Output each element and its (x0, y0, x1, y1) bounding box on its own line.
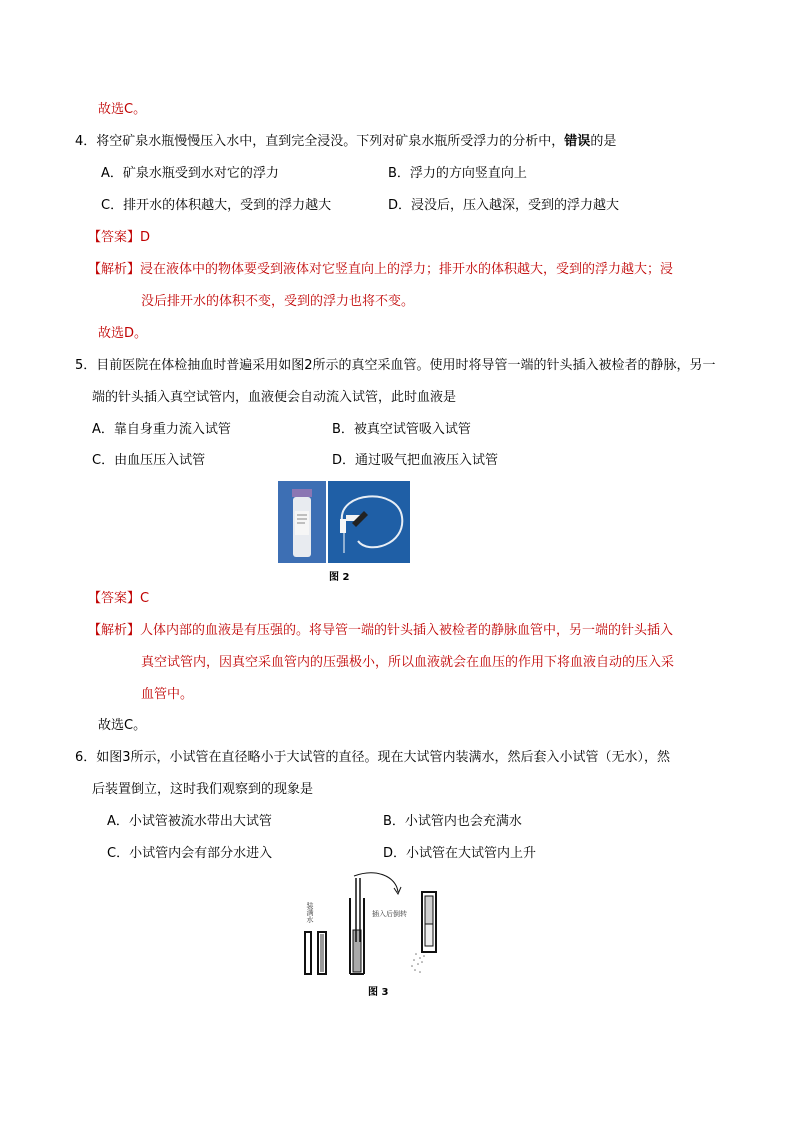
q6-stem-line2: 后装置倒立，这时我们观察到的现象是 (92, 782, 314, 797)
q4-analysis-line2: 没后排开水的体积不变，受到的浮力也将不变。 (141, 294, 415, 309)
q4-analysis-text1: 浸在液体中的物体要受到液体对它竖直向上的浮力；排开水的体积越大，受到的浮力越大；浸 (140, 262, 674, 277)
q5-option-c: C．由血压压入试管 (92, 453, 206, 468)
q4-option-a: A．矿泉水瓶受到水对它的浮力 (101, 166, 279, 181)
q5-number: 5． (75, 358, 97, 373)
q4-option-d: D．浸没后，压入越深，受到的浮力越大 (388, 198, 620, 213)
q5-answer-value: C (140, 591, 150, 606)
q6-stem-line1 (75, 749, 670, 767)
diagram-label-full-water: 装满水 (306, 902, 314, 923)
q4-stem (75, 133, 616, 151)
figure-2-label: 图 2 (329, 572, 350, 583)
q4-option-b: B．浮力的方向竖直向上 (388, 166, 527, 181)
q4-answer-value: D (140, 230, 151, 245)
q6-option-b: B．小试管内也会充满水 (383, 814, 522, 829)
figure-3-label: 图 3 (368, 987, 389, 998)
q5-analysis-line1 (88, 622, 673, 640)
prev-choose-text: 故选C。 (98, 102, 147, 117)
q5-analysis-line3: 血管中。 (141, 687, 194, 702)
q5-answer (88, 590, 149, 608)
q4-answer (88, 229, 150, 247)
q6-option-a: A．小试管被流水带出大试管 (107, 814, 272, 829)
q4-option-c: C．排开水的体积越大，受到的浮力越大 (101, 198, 332, 213)
q4-stem-b: 的是 (590, 134, 617, 149)
q4-answer-tag: 【答案】 (88, 230, 141, 245)
q5-answer-tag: 【答案】 (88, 591, 141, 606)
q4-analysis-line1 (88, 261, 673, 279)
blood-collection-needle-photo (328, 481, 410, 563)
q4-analysis-tag: 【解析】 (88, 262, 141, 277)
q5-option-d: D．通过吸气把血液压入试管 (332, 453, 499, 468)
diagram-label-insert-invert: 插入后倒转 (372, 910, 407, 918)
q5-analysis-line2: 真空试管内，因真空采血管内的压强极小，所以血液就会在血压的作用下将血液自动的压入采 (141, 655, 675, 670)
q5-choose: 故选C。 (98, 718, 147, 733)
q5-stem-line2: 端的针头插入真空试管内，血液便会自动流入试管，此时血液是 (92, 390, 457, 405)
q4-choose: 故选D。 (98, 326, 148, 341)
test-tube-diagram (296, 870, 448, 978)
q6-option-d: D．小试管在大试管内上升 (383, 846, 537, 861)
q6-option-c: C．小试管内会有部分水进入 (107, 846, 273, 861)
q6-stem-text1: 如图3所示，小试管在直径略小于大试管的直径。现在大试管内装满水，然后套入小试管（无水），然 (96, 750, 671, 765)
q4-number: 4． (75, 134, 97, 149)
q5-analysis-tag: 【解析】 (88, 623, 141, 638)
q5-option-b: B．被真空试管吸入试管 (332, 422, 471, 437)
q5-stem-text1: 目前医院在体检抽血时普遍采用如图2所示的真空采血管。使用时将导管一端的针头插入被检者的静脉，另一 (96, 358, 716, 373)
q5-analysis-text1: 人体内部的血液是有压强的。将导管一端的针头插入被检者的静脉血管中，另一端的针头插入 (140, 623, 674, 638)
q4-stem-a: 将空矿泉水瓶慢慢压入水中，直到完全浸没。下列对矿泉水瓶所受浮力的分析中， (96, 134, 565, 149)
q5-stem-line1 (75, 357, 716, 375)
q5-option-a: A．靠自身重力流入试管 (92, 422, 231, 437)
q6-number: 6． (75, 750, 97, 765)
vacuum-tube-photo (278, 481, 326, 563)
q4-stem-bold: 错误 (564, 134, 591, 149)
